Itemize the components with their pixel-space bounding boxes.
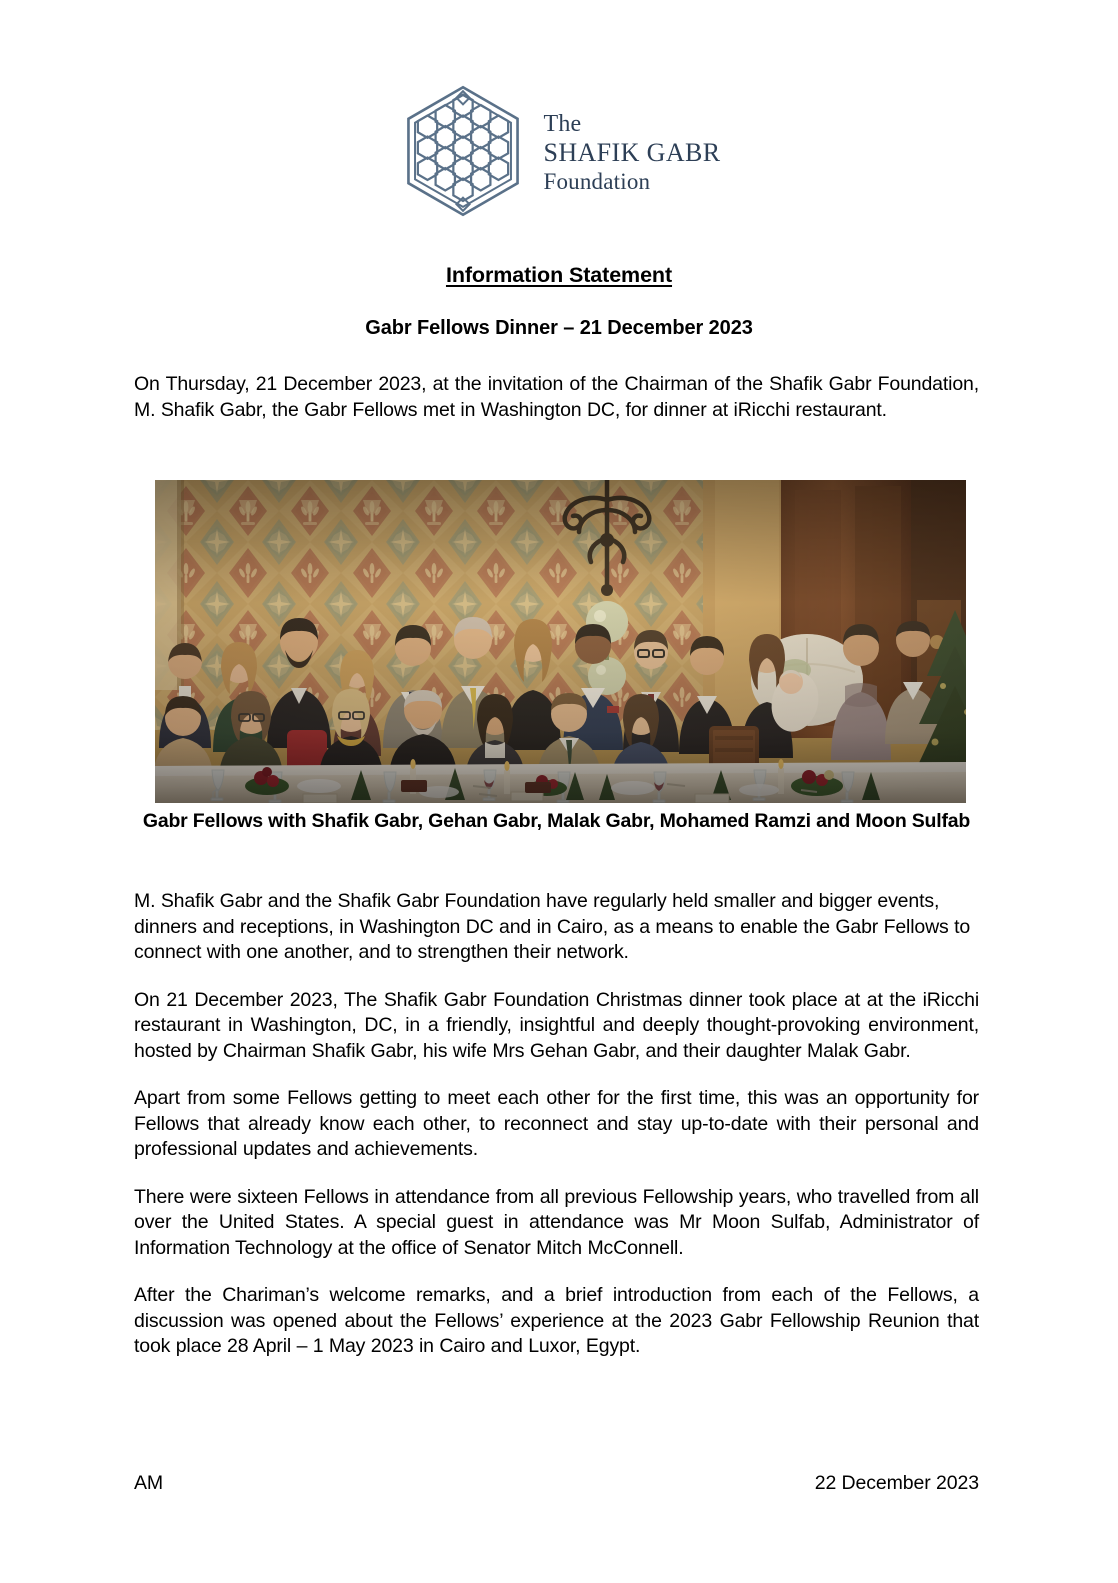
paragraph-fellows-meeting: Apart from some Fellows getting to meet each other for the first time, this was an opportunity for Fellows that already know each other, to reconnect and stay up-to-date with their personal and professional updates and achievements. xyxy=(134,1087,979,1160)
footer-date: 22 December 2023 xyxy=(814,1472,979,1494)
intro-paragraph-block xyxy=(134,372,979,445)
logo-text-the: The xyxy=(543,110,582,137)
paragraph-intro: On Thursday, 21 December 2023, at the invitation of the Chairman of the Shafik Gabr Foundation, M. Shafik Gabr, the Gabr Fellows met in Washington DC, for dinner at iRicchi restaurant. xyxy=(134,373,979,421)
paragraph-christmas-dinner: On 21 December 2023, The Shafik Gabr Foundation Christmas dinner took place at at the iRicchi restaurant in Washington, DC, in a friendly, insightful and deeply thought-provoking environment, hosted by Chairman Shafik Gabr, his wife Mrs Gehan Gabr, and their daughter Malak Gabr. xyxy=(134,988,979,1062)
logo-text-shafik-gabr: SHAFIK GABR xyxy=(543,138,721,168)
document-footer xyxy=(134,1472,979,1495)
document-title-text: Information Statement xyxy=(445,263,673,287)
paragraph-discussion: After the Chariman’s welcome remarks, and a brief introduction from each of the Fellows, a discussion was opened about the Fellows’ experience at the 2023 Gabr Fellowship Reunion that took place 28 April – 1 May 2023 in Cairo and Luxor, Egypt. xyxy=(134,1284,979,1357)
hexagonal-lattice-logo-icon xyxy=(397,82,529,220)
paragraph-foundation-events: M. Shafik Gabr and the Shafik Gabr Foundation have regularly held smaller and bigger events, dinners and receptions, in Washington DC and in Cairo, as a means to enable the Gabr Fellows to connect with one another, and to strengthen their network. xyxy=(134,890,971,963)
body-paragraph-block xyxy=(134,889,979,1360)
paragraph-attendance: There were sixteen Fellows in attendance from all previous Fellowship years, who travelled from all over the United States. A special guest in attendance was Mr Moon Sulfab, Administrator of Information Technology at the office of Senator Mitch McConnell. xyxy=(134,1185,979,1259)
logo-text-foundation: Foundation xyxy=(543,168,651,194)
document-title xyxy=(0,263,1118,288)
photo-caption: Gabr Fellows with Shafik Gabr, Gehan Gabr, Malak Gabr, Mohamed Ramzi and Moon Sulfab xyxy=(142,810,971,832)
foundation-logo xyxy=(0,82,1118,220)
group-photo-gabr-fellows-dinner xyxy=(155,480,966,803)
footer-initials: AM xyxy=(134,1472,164,1494)
document-subtitle: Gabr Fellows Dinner – 21 December 2023 xyxy=(365,317,753,339)
